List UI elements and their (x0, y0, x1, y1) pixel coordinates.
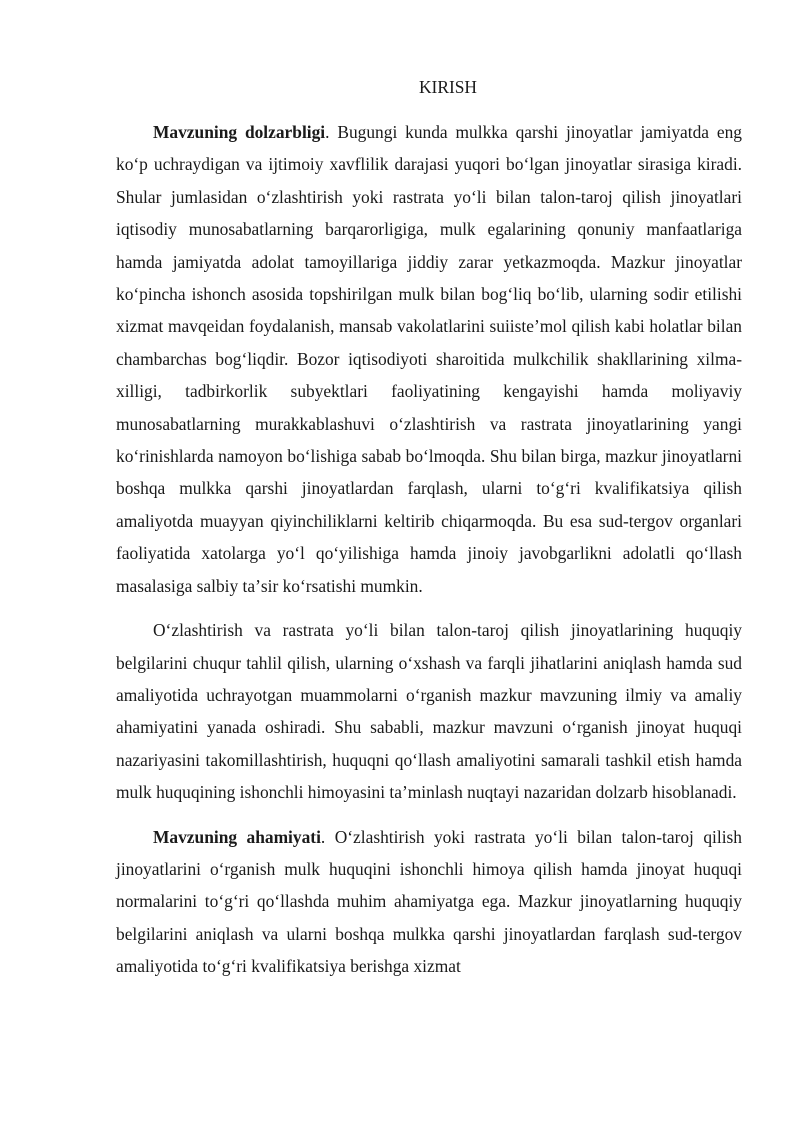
paragraph-lead-importance: Mavzuning ahamiyati (153, 826, 321, 847)
page-title: KIRISH (419, 77, 477, 97)
paragraph-importance (116, 821, 742, 983)
paragraph-text: Oʻzlashtirish va rastrata yoʻli bilan talon-taroj qilish jinoyatlarining huquqiy belgilarini chuqur tahlil qilish, ularning oʻxshash va farqli jihatlarini aniqlash hamda sud amaliyotida uchrayotgan muammolarni oʻrganish mazkur mavzuning ilmiy va amaliy ahamiyatini yanada oshiradi. Shu sababli, mazkur mavzuni oʻrganish jinoyat huquqi nazariyasini takomillashtirish, huquqni qoʻllash amaliyotini samarali tashkil etish hamda mulk huquqining ishonchli himoyasini taʼminlash nuqtayi nazaridan dolzarb hisoblanadi. (116, 620, 742, 803)
paragraph-analysis (116, 614, 742, 808)
paragraph-lead-relevance: Mavzuning dolzarbligi (153, 122, 326, 142)
paragraph-text: Bugungi kunda mulkka qarshi jinoyatlar jamiyatda eng koʻp uchraydigan va ijtimoiy xavflilik darajasi yuqori boʻlgan jinoyatlar sirasiga kiradi. Shular jumlasidan oʻzlashtirish yoki rastrata yoʻli bilan talon-taroj qilish jinoyatlari iqtisodiy munosabatlarning barqarorligiga, mulk egalarining qonuniy manfaatlariga hamda jamiyatda adolat tamoyillariga jiddiy zarar yetkazmoqda. Mazkur jinoyatlar koʻpincha ishonch asosida topshirilgan mulk bilan bogʻliq boʻlib, ularning sodir etilishi xizmat mavqeidan foydalanish, mansab vakolatlarini suiisteʼmol qilish kabi holatlar bilan chambarchas bogʻliqdir. Bozor iqtisodiyoti sharoitida mulkchilik shakllarining xilma-xilligi, tadbirkorlik subyektlari faoliyatining kengayishi hamda moliyaviy munosabatlarning murakkablashuvi oʻzlashtirish va rastrata jinoyatlarining yangi koʻrinishlarda namoyon boʻlishiga sabab boʻlmoqda. Shu bilan birga, mazkur jinoyatlarni boshqa mulkka qarshi jinoyatlardan farqlash, ularni toʻgʻri kvalifikatsiya qilish amaliyotda muayyan qiyinchiliklarni keltirib chiqarmoqda. Bu esa sud-tergov organlari faoliyatida xatolarga yoʻl qoʻyilishiga hamda jinoiy javobgarlikni adolatli qoʻllash masalasiga salbiy taʼsir koʻrsatishi mumkin. (116, 122, 743, 596)
lead-separator: . (320, 826, 335, 847)
paragraph-text: Oʻzlashtirish yoki rastrata yoʻli bilan talon-taroj qilish jinoyatlarini oʻrganish mulk huquqini ishonchli himoya qilish hamda jinoyat huquqi normalarini toʻgʻri qoʻllashda muhim ahamiyatga ega. Mazkur jinoyatlarning huquqiy belgilarini aniqlash va ularni boshqa mulkka qarshi jinoyatlardan farqlash sud-tergov amaliyotida toʻgʻri kvalifikatsiya berishga xizmat (116, 826, 742, 977)
document-page (116, 74, 742, 995)
paragraph-relevance (116, 116, 742, 602)
lead-separator: . (325, 122, 338, 142)
